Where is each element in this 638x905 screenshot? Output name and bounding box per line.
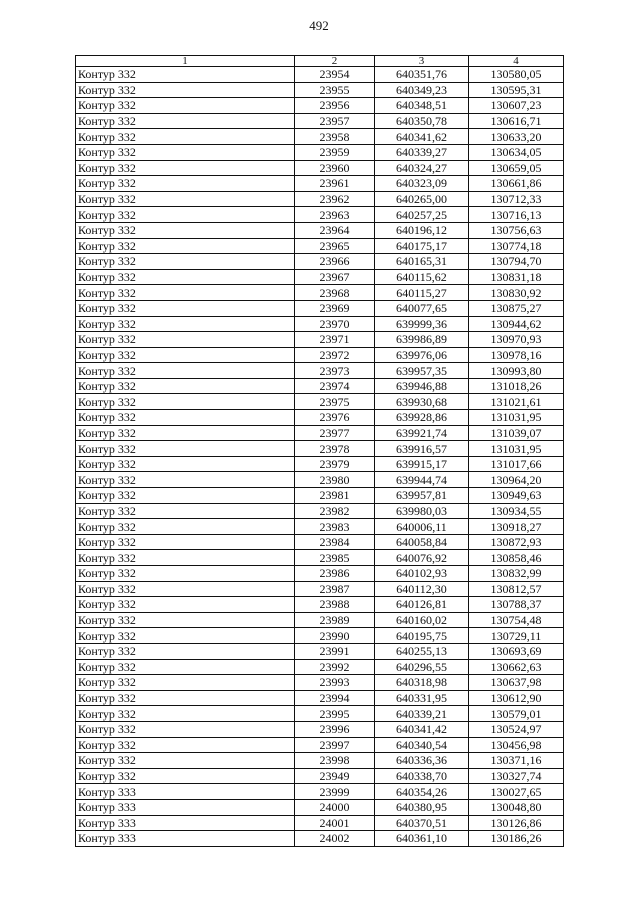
x-coordinate-cell: 639986,89: [375, 332, 469, 348]
table-row: [76, 597, 564, 613]
x-coordinate-cell: 639921,74: [375, 425, 469, 441]
point-number-cell: 23993: [295, 675, 375, 691]
point-number-cell: 23962: [295, 191, 375, 207]
x-coordinate-cell: 639916,57: [375, 441, 469, 457]
x-coordinate-cell: 640340,54: [375, 737, 469, 753]
y-coordinate-cell: 130949,63: [469, 488, 564, 504]
point-number-cell: 23981: [295, 488, 375, 504]
table-row: [76, 207, 564, 223]
y-coordinate-cell: 130634,05: [469, 144, 564, 160]
table-row: [76, 98, 564, 114]
contour-name-cell: Контур 332: [76, 690, 295, 706]
y-coordinate-cell: 131039,07: [469, 425, 564, 441]
x-coordinate-cell: 640196,12: [375, 222, 469, 238]
table-row: [76, 534, 564, 550]
x-coordinate-cell: 639915,17: [375, 456, 469, 472]
table-row: [76, 285, 564, 301]
contour-name-cell: Контур 332: [76, 176, 295, 192]
y-coordinate-cell: 130832,99: [469, 566, 564, 582]
point-number-cell: 23958: [295, 129, 375, 145]
contour-name-cell: Контур 332: [76, 441, 295, 457]
table-row: [76, 67, 564, 83]
x-coordinate-cell: 640324,27: [375, 160, 469, 176]
point-number-cell: 23989: [295, 612, 375, 628]
point-number-cell: 23961: [295, 176, 375, 192]
point-number-cell: 23977: [295, 425, 375, 441]
y-coordinate-cell: 130729,11: [469, 628, 564, 644]
y-coordinate-cell: 131031,95: [469, 410, 564, 426]
point-number-cell: 23966: [295, 254, 375, 270]
x-coordinate-cell: 640112,30: [375, 581, 469, 597]
contour-name-cell: Контур 332: [76, 425, 295, 441]
contour-name-cell: Контур 332: [76, 98, 295, 114]
point-number-cell: 23954: [295, 67, 375, 83]
table-row: [76, 488, 564, 504]
point-number-cell: 23969: [295, 300, 375, 316]
y-coordinate-cell: 130712,33: [469, 191, 564, 207]
x-coordinate-cell: 640115,27: [375, 285, 469, 301]
y-coordinate-cell: 130579,01: [469, 706, 564, 722]
y-coordinate-cell: 130993,80: [469, 363, 564, 379]
table-row: [76, 566, 564, 582]
point-number-cell: 23959: [295, 144, 375, 160]
point-number-cell: 23984: [295, 534, 375, 550]
y-coordinate-cell: 130756,63: [469, 222, 564, 238]
y-coordinate-cell: 130456,98: [469, 737, 564, 753]
table-row: [76, 721, 564, 737]
contour-name-cell: Контур 333: [76, 831, 295, 847]
table-row: [76, 675, 564, 691]
x-coordinate-cell: 640339,21: [375, 706, 469, 722]
x-coordinate-cell: 640361,10: [375, 831, 469, 847]
contour-name-cell: Контур 333: [76, 799, 295, 815]
x-coordinate-cell: 640351,76: [375, 67, 469, 83]
x-coordinate-cell: 640336,36: [375, 753, 469, 769]
y-coordinate-cell: 130126,86: [469, 815, 564, 831]
table-row: [76, 503, 564, 519]
point-number-cell: 23955: [295, 82, 375, 98]
contour-name-cell: Контур 332: [76, 410, 295, 426]
contour-name-cell: Контур 332: [76, 222, 295, 238]
point-number-cell: 23992: [295, 659, 375, 675]
x-coordinate-cell: 640115,62: [375, 269, 469, 285]
y-coordinate-cell: 130661,86: [469, 176, 564, 192]
y-coordinate-cell: 130754,48: [469, 612, 564, 628]
y-coordinate-cell: 130693,69: [469, 643, 564, 659]
table-row: [76, 378, 564, 394]
contour-name-cell: Контур 332: [76, 269, 295, 285]
x-coordinate-cell: 640257,25: [375, 207, 469, 223]
x-coordinate-cell: 639928,86: [375, 410, 469, 426]
x-coordinate-cell: 640339,27: [375, 144, 469, 160]
y-coordinate-cell: 130580,05: [469, 67, 564, 83]
y-coordinate-cell: 130812,57: [469, 581, 564, 597]
table-row: [76, 753, 564, 769]
x-coordinate-cell: 640380,95: [375, 799, 469, 815]
y-coordinate-cell: 130944,62: [469, 316, 564, 332]
x-coordinate-cell: 640126,81: [375, 597, 469, 613]
table-row: [76, 394, 564, 410]
point-number-cell: 23963: [295, 207, 375, 223]
point-number-cell: 23987: [295, 581, 375, 597]
x-coordinate-cell: 640349,23: [375, 82, 469, 98]
contour-name-cell: Контур 332: [76, 144, 295, 160]
y-coordinate-cell: 130716,13: [469, 207, 564, 223]
contour-name-cell: Контур 332: [76, 347, 295, 363]
x-coordinate-cell: 639944,74: [375, 472, 469, 488]
y-coordinate-cell: 130978,16: [469, 347, 564, 363]
contour-name-cell: Контур 332: [76, 643, 295, 659]
x-coordinate-cell: 640265,00: [375, 191, 469, 207]
x-coordinate-cell: 640255,13: [375, 643, 469, 659]
coordinates-table: [75, 55, 564, 847]
contour-name-cell: Контур 332: [76, 82, 295, 98]
point-number-cell: 23994: [295, 690, 375, 706]
point-number-cell: 23967: [295, 269, 375, 285]
x-coordinate-cell: 640296,55: [375, 659, 469, 675]
x-coordinate-cell: 640318,98: [375, 675, 469, 691]
y-coordinate-cell: 130637,98: [469, 675, 564, 691]
point-number-cell: 23949: [295, 768, 375, 784]
x-coordinate-cell: 640006,11: [375, 519, 469, 535]
point-number-cell: 24000: [295, 799, 375, 815]
contour-name-cell: Контур 332: [76, 472, 295, 488]
table-row: [76, 332, 564, 348]
contour-name-cell: Контур 332: [76, 737, 295, 753]
table-row: [76, 113, 564, 129]
x-coordinate-cell: 639980,03: [375, 503, 469, 519]
table-row: [76, 628, 564, 644]
y-coordinate-cell: 130774,18: [469, 238, 564, 254]
contour-name-cell: Контур 332: [76, 238, 295, 254]
x-coordinate-cell: 639930,68: [375, 394, 469, 410]
point-number-cell: 23995: [295, 706, 375, 722]
contour-name-cell: Контур 332: [76, 597, 295, 613]
contour-name-cell: Контур 332: [76, 191, 295, 207]
table-row: [76, 472, 564, 488]
contour-name-cell: Контур 332: [76, 659, 295, 675]
y-coordinate-cell: 130662,63: [469, 659, 564, 675]
point-number-cell: 23970: [295, 316, 375, 332]
table-row: [76, 316, 564, 332]
point-number-cell: 23971: [295, 332, 375, 348]
point-number-cell: 23960: [295, 160, 375, 176]
point-number-cell: 23968: [295, 285, 375, 301]
x-coordinate-cell: 639999,36: [375, 316, 469, 332]
point-number-cell: 23988: [295, 597, 375, 613]
x-coordinate-cell: 640323,09: [375, 176, 469, 192]
point-number-cell: 23978: [295, 441, 375, 457]
table-row: [76, 410, 564, 426]
point-number-cell: 24002: [295, 831, 375, 847]
y-coordinate-cell: 130327,74: [469, 768, 564, 784]
table-row: [76, 191, 564, 207]
y-coordinate-cell: 130371,16: [469, 753, 564, 769]
contour-name-cell: Контур 332: [76, 394, 295, 410]
x-coordinate-cell: 640341,42: [375, 721, 469, 737]
point-number-cell: 24001: [295, 815, 375, 831]
point-number-cell: 23957: [295, 113, 375, 129]
contour-name-cell: Контур 332: [76, 488, 295, 504]
x-coordinate-cell: 639976,06: [375, 347, 469, 363]
y-coordinate-cell: 130659,05: [469, 160, 564, 176]
table-row: [76, 363, 564, 379]
y-coordinate-cell: 130794,70: [469, 254, 564, 270]
contour-name-cell: Контур 332: [76, 285, 295, 301]
point-number-cell: 23991: [295, 643, 375, 659]
table-row: [76, 737, 564, 753]
table-row: [76, 659, 564, 675]
y-coordinate-cell: 130788,37: [469, 597, 564, 613]
y-coordinate-cell: 130875,27: [469, 300, 564, 316]
table-row: [76, 238, 564, 254]
contour-name-cell: Контур 332: [76, 566, 295, 582]
y-coordinate-cell: 130027,65: [469, 784, 564, 800]
table-row: [76, 768, 564, 784]
contour-name-cell: Контур 332: [76, 456, 295, 472]
table-row: [76, 222, 564, 238]
contour-name-cell: Контур 332: [76, 612, 295, 628]
contour-name-cell: Контур 332: [76, 534, 295, 550]
y-coordinate-cell: 130524,97: [469, 721, 564, 737]
point-number-cell: 23986: [295, 566, 375, 582]
table-row: [76, 612, 564, 628]
contour-name-cell: Контур 332: [76, 550, 295, 566]
x-coordinate-cell: 640370,51: [375, 815, 469, 831]
column-header-4: 4: [469, 56, 564, 67]
contour-name-cell: Контур 332: [76, 706, 295, 722]
y-coordinate-cell: 130048,80: [469, 799, 564, 815]
x-coordinate-cell: 639957,81: [375, 488, 469, 504]
table-row: [76, 799, 564, 815]
table-row: [76, 550, 564, 566]
contour-name-cell: Контур 332: [76, 519, 295, 535]
column-header-2: 2: [295, 56, 375, 67]
table-row: [76, 269, 564, 285]
table-row: [76, 254, 564, 270]
column-header-3: 3: [375, 56, 469, 67]
point-number-cell: 23997: [295, 737, 375, 753]
y-coordinate-cell: 130934,55: [469, 503, 564, 519]
x-coordinate-cell: 640058,84: [375, 534, 469, 550]
table-row: [76, 441, 564, 457]
point-number-cell: 23964: [295, 222, 375, 238]
point-number-cell: 23998: [295, 753, 375, 769]
contour-name-cell: Контур 332: [76, 363, 295, 379]
column-header-1: 1: [76, 56, 295, 67]
contour-name-cell: Контур 332: [76, 113, 295, 129]
table-row: [76, 706, 564, 722]
table-row: [76, 831, 564, 847]
contour-name-cell: Контур 332: [76, 67, 295, 83]
table-row: [76, 519, 564, 535]
y-coordinate-cell: 130918,27: [469, 519, 564, 535]
contour-name-cell: Контур 332: [76, 254, 295, 270]
table-row: [76, 690, 564, 706]
x-coordinate-cell: 640195,75: [375, 628, 469, 644]
table-row: [76, 347, 564, 363]
point-number-cell: 23974: [295, 378, 375, 394]
point-number-cell: 23973: [295, 363, 375, 379]
y-coordinate-cell: 131021,61: [469, 394, 564, 410]
page-number: 492: [309, 18, 329, 33]
y-coordinate-cell: 131018,26: [469, 378, 564, 394]
y-coordinate-cell: 130186,26: [469, 831, 564, 847]
y-coordinate-cell: 130831,18: [469, 269, 564, 285]
contour-name-cell: Контур 333: [76, 815, 295, 831]
table-row: [76, 160, 564, 176]
table-row: [76, 176, 564, 192]
table-header-row: [76, 56, 564, 67]
x-coordinate-cell: 640175,17: [375, 238, 469, 254]
table-row: [76, 784, 564, 800]
x-coordinate-cell: 640354,26: [375, 784, 469, 800]
x-coordinate-cell: 640160,02: [375, 612, 469, 628]
contour-name-cell: Контур 332: [76, 378, 295, 394]
x-coordinate-cell: 640331,95: [375, 690, 469, 706]
y-coordinate-cell: 131017,66: [469, 456, 564, 472]
table-row: [76, 581, 564, 597]
x-coordinate-cell: 640350,78: [375, 113, 469, 129]
x-coordinate-cell: 640077,65: [375, 300, 469, 316]
contour-name-cell: Контур 332: [76, 207, 295, 223]
contour-name-cell: Контур 332: [76, 332, 295, 348]
y-coordinate-cell: 131031,95: [469, 441, 564, 457]
point-number-cell: 23980: [295, 472, 375, 488]
table-row: [76, 815, 564, 831]
table-row: [76, 425, 564, 441]
point-number-cell: 23979: [295, 456, 375, 472]
point-number-cell: 23990: [295, 628, 375, 644]
contour-name-cell: Контур 332: [76, 721, 295, 737]
y-coordinate-cell: 130616,71: [469, 113, 564, 129]
table-row: [76, 456, 564, 472]
y-coordinate-cell: 130872,93: [469, 534, 564, 550]
contour-name-cell: Контур 332: [76, 503, 295, 519]
contour-name-cell: Контур 332: [76, 768, 295, 784]
x-coordinate-cell: 640165,31: [375, 254, 469, 270]
table-row: [76, 129, 564, 145]
point-number-cell: 23976: [295, 410, 375, 426]
y-coordinate-cell: 130830,92: [469, 285, 564, 301]
table-row: [76, 144, 564, 160]
y-coordinate-cell: 130595,31: [469, 82, 564, 98]
point-number-cell: 23956: [295, 98, 375, 114]
x-coordinate-cell: 640338,70: [375, 768, 469, 784]
x-coordinate-cell: 640076,92: [375, 550, 469, 566]
contour-name-cell: Контур 332: [76, 581, 295, 597]
contour-name-cell: Контур 332: [76, 628, 295, 644]
point-number-cell: 23985: [295, 550, 375, 566]
point-number-cell: 23972: [295, 347, 375, 363]
contour-name-cell: Контур 332: [76, 300, 295, 316]
x-coordinate-cell: 640341,62: [375, 129, 469, 145]
contour-name-cell: Контур 332: [76, 675, 295, 691]
point-number-cell: 23965: [295, 238, 375, 254]
table-row: [76, 82, 564, 98]
contour-name-cell: Контур 332: [76, 753, 295, 769]
y-coordinate-cell: 130964,20: [469, 472, 564, 488]
contour-name-cell: Контур 333: [76, 784, 295, 800]
contour-name-cell: Контур 332: [76, 316, 295, 332]
x-coordinate-cell: 639946,88: [375, 378, 469, 394]
y-coordinate-cell: 130633,20: [469, 129, 564, 145]
contour-name-cell: Контур 332: [76, 129, 295, 145]
point-number-cell: 23999: [295, 784, 375, 800]
point-number-cell: 23983: [295, 519, 375, 535]
table-row: [76, 643, 564, 659]
x-coordinate-cell: 639957,35: [375, 363, 469, 379]
y-coordinate-cell: 130612,90: [469, 690, 564, 706]
point-number-cell: 23982: [295, 503, 375, 519]
y-coordinate-cell: 130607,23: [469, 98, 564, 114]
table-row: [76, 300, 564, 316]
table-body: [76, 67, 564, 847]
point-number-cell: 23996: [295, 721, 375, 737]
x-coordinate-cell: 640102,93: [375, 566, 469, 582]
y-coordinate-cell: 130858,46: [469, 550, 564, 566]
y-coordinate-cell: 130970,93: [469, 332, 564, 348]
contour-name-cell: Контур 332: [76, 160, 295, 176]
point-number-cell: 23975: [295, 394, 375, 410]
x-coordinate-cell: 640348,51: [375, 98, 469, 114]
